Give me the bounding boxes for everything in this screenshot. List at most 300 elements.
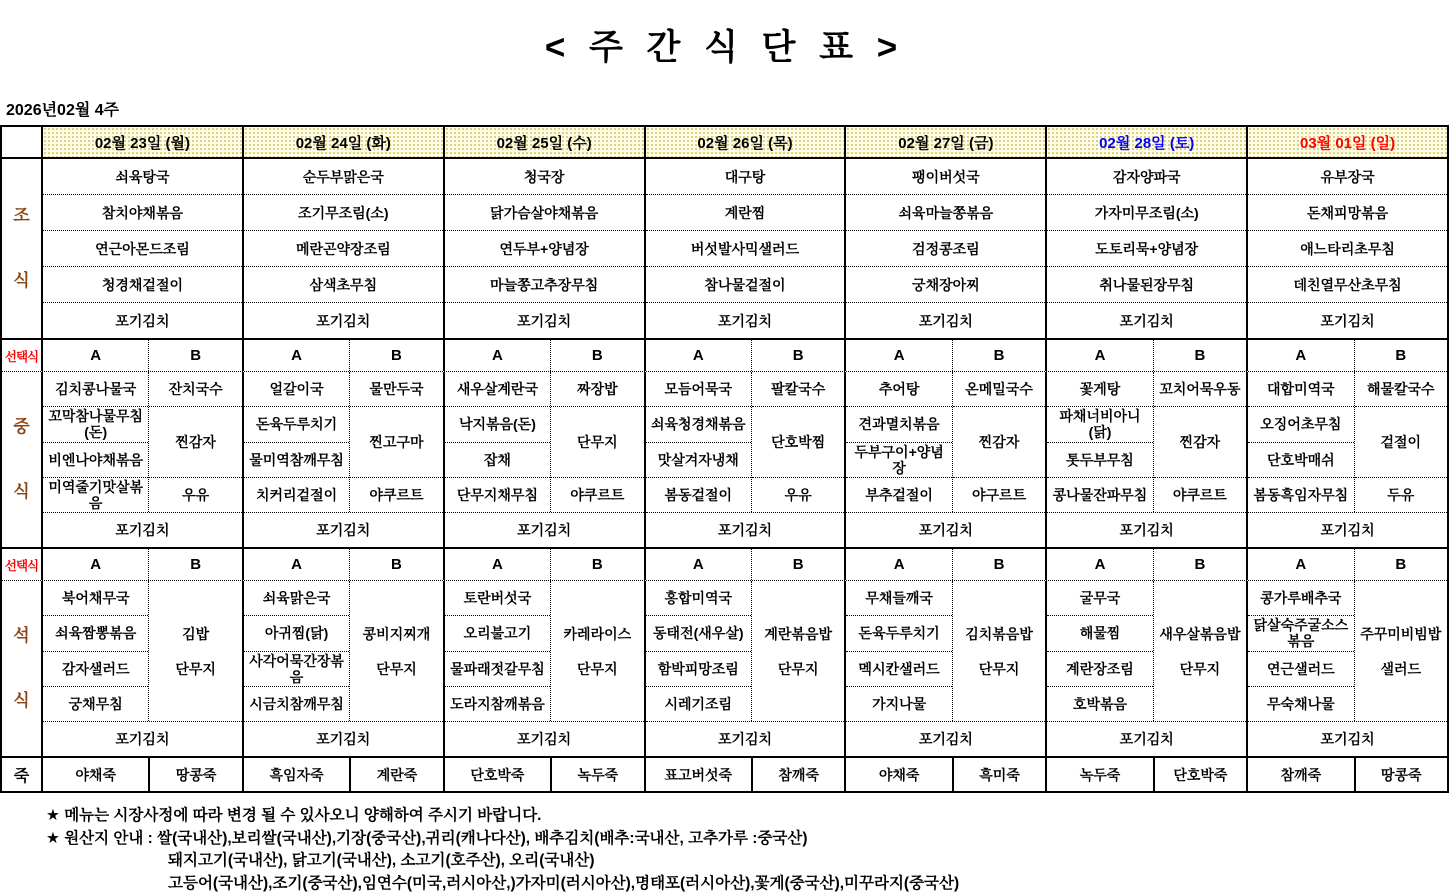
porridge-b: 녹두죽: [550, 758, 643, 791]
porridge-a: 야채죽: [846, 758, 951, 791]
menu-item: 쇠육탕국: [43, 159, 242, 195]
day-header: 02월 28일 (토): [1045, 127, 1246, 157]
menu-item: 단무지: [551, 651, 643, 686]
menu-item: 대합미역국: [1248, 372, 1353, 407]
menu-item: 비엔나야채볶음: [43, 443, 148, 478]
menu-item: 호박볶음: [1047, 687, 1152, 721]
select-ab: [43, 340, 242, 371]
dinner-ab: [445, 581, 644, 721]
dinner-day: [242, 581, 443, 756]
menu-item: 애느타리초무침: [1248, 231, 1447, 267]
choice-b-header: B: [751, 549, 844, 580]
lunch-choice-a: [846, 372, 951, 512]
lunch-ab: [1248, 372, 1447, 512]
select-row: [2, 338, 1447, 372]
day-header: 02월 26일 (목): [644, 127, 845, 157]
lunch-day: [844, 372, 1045, 547]
kimchi-cell: 포기김치: [846, 721, 1045, 756]
menu-item: 새우살볶음밥: [1154, 616, 1246, 651]
lunch-choice-a: [244, 372, 349, 512]
menu-item: 야쿠르트: [350, 478, 442, 512]
choice-b-header: B: [751, 340, 844, 371]
menu-item: 도라지참깨볶음: [445, 687, 550, 721]
menu-item: 유부장국: [1248, 159, 1447, 195]
lunch-ab: [244, 372, 443, 512]
menu-item: 단무지: [551, 407, 643, 478]
menu-item: 토란버섯국: [445, 581, 550, 616]
menu-item: 단무지: [953, 651, 1045, 686]
menu-item: 돈육두루치기: [846, 616, 951, 651]
choice-a-header: A: [1047, 340, 1152, 371]
lunch-ab: [646, 372, 845, 512]
menu-item: 포기김치: [445, 303, 644, 338]
select-ab: [844, 340, 1045, 371]
dinner-ab: [846, 581, 1045, 721]
choice-b-header: B: [952, 549, 1045, 580]
menu-item: 검정콩조림: [846, 231, 1045, 267]
menu-item: 톳두부무침: [1047, 443, 1152, 478]
menu-item: 카레라이스: [551, 616, 643, 651]
menu-item: 봄동흑임자무침: [1248, 478, 1353, 512]
breakfast-day: [443, 159, 644, 338]
menu-item: 주꾸미비빔밥: [1355, 616, 1447, 651]
menu-item: 북어채무국: [43, 581, 148, 616]
menu-item: 김밥: [149, 616, 241, 651]
menu-item: 우유: [149, 478, 241, 512]
choice-a-header: A: [43, 340, 148, 371]
menu-item: 도토리묵+양념장: [1047, 231, 1246, 267]
lunch-day: [1246, 372, 1447, 547]
porridge-label: 죽: [2, 758, 43, 791]
dinner-section: [2, 581, 1447, 756]
menu-item: 쇠육청경채볶음: [646, 407, 751, 442]
dinner-choice-a: [646, 581, 751, 721]
breakfast-day: [1045, 159, 1246, 338]
menu-item: 물파래젓갈무침: [445, 652, 550, 687]
menu-item: 홍합미역국: [646, 581, 751, 616]
lunch-label-char: 중: [13, 418, 29, 436]
menu-item: 낙지볶음(돈): [445, 407, 550, 442]
lunch-choice-b: [349, 372, 442, 512]
dinner-choice-a: [445, 581, 550, 721]
menu-item: 감자양파국: [1047, 159, 1246, 195]
menu-item: 두유: [1355, 478, 1447, 512]
porridge-day: [43, 758, 242, 791]
select-ab: [1045, 549, 1246, 580]
kimchi-cell: 포기김치: [646, 721, 845, 756]
menu-item: 가자미무조림(소): [1047, 195, 1246, 231]
menu-item: 포기김치: [646, 303, 845, 338]
day-header-row: [2, 127, 1447, 159]
breakfast-day: [844, 159, 1045, 338]
menu-item: 겉절이: [1355, 407, 1447, 478]
menu-item: 연두부+양념장: [445, 231, 644, 267]
menu-item: 오리불고기: [445, 616, 550, 651]
menu-item: 무채들깨국: [846, 581, 951, 616]
menu-item: 단무지: [350, 651, 442, 686]
choice-b-header: B: [952, 340, 1045, 371]
menu-item: 꽃게탕: [1047, 372, 1152, 407]
day-header: 02월 23일 (월): [43, 127, 242, 157]
menu-item: 물만두국: [350, 372, 442, 407]
menu-item: 삼색초무침: [244, 267, 443, 303]
select-ab: [443, 340, 644, 371]
menu-item: 데친열무산초무침: [1248, 267, 1447, 303]
lunch-day: [242, 372, 443, 547]
choice-b-header: B: [349, 549, 442, 580]
lunch-choice-a: [1248, 372, 1353, 512]
choice-a-header: A: [445, 549, 550, 580]
kimchi-cell: 포기김치: [1248, 721, 1447, 756]
breakfast-day: [242, 159, 443, 338]
choice-a-header: A: [1248, 340, 1353, 371]
breakfast-day: [644, 159, 845, 338]
breakfast-label-char: 식: [13, 272, 29, 290]
porridge-day: [644, 758, 845, 791]
menu-item: 콩가루배추국: [1248, 581, 1353, 616]
menu-item: 대구탕: [646, 159, 845, 195]
dinner-day: [1045, 581, 1246, 756]
lunch-day: [443, 372, 644, 547]
dinner-choice-b: [751, 581, 844, 721]
menu-item: 야쿠르트: [551, 478, 643, 512]
kimchi-cell: 포기김치: [43, 721, 242, 756]
dinner-day: [443, 581, 644, 756]
menu-item: 마늘쫑고추장무침: [445, 267, 644, 303]
lunch-choice-a: [1047, 372, 1152, 512]
kimchi-cell: 포기김치: [1248, 512, 1447, 547]
menu-item: 닭살숙주굴소스볶음: [1248, 616, 1353, 651]
dinner-day: [43, 581, 242, 756]
menu-item: 순두부맑은국: [244, 159, 443, 195]
select-ab: [443, 549, 644, 580]
lunch-choice-b: [952, 372, 1045, 512]
menu-item: 꼬치어묵우동: [1154, 372, 1246, 407]
porridge-b: 땅콩죽: [148, 758, 241, 791]
menu-item: 단호박매쉬: [1248, 443, 1353, 478]
menu-item: 궁채무침: [43, 687, 148, 721]
lunch-ab: [846, 372, 1045, 512]
menu-item: 포기김치: [846, 303, 1045, 338]
menu-item: 꼬막참나물무침(돈): [43, 407, 148, 442]
menu-item: 단무지: [149, 651, 241, 686]
choice-b-header: B: [1153, 340, 1246, 371]
porridge-b: 단호박죽: [1153, 758, 1246, 791]
porridge-a: 참깨죽: [1248, 758, 1353, 791]
dinner-ab: [244, 581, 443, 721]
menu-item: 단무지: [752, 651, 844, 686]
lunch-choice-a: [43, 372, 148, 512]
dinner-day: [644, 581, 845, 756]
lunch-ab: [43, 372, 242, 512]
day-header: 02월 24일 (화): [242, 127, 443, 157]
dinner-choice-b: [148, 581, 241, 721]
select-ab: [844, 549, 1045, 580]
kimchi-cell: 포기김치: [43, 512, 242, 547]
menu-item: 멕시칸샐러드: [846, 652, 951, 687]
dinner-choice-a: [1248, 581, 1353, 721]
breakfast-day: [1246, 159, 1447, 338]
lunch-ab: [445, 372, 644, 512]
choice-a-header: A: [646, 340, 751, 371]
menu-item: 돈채피망볶음: [1248, 195, 1447, 231]
select-ab: [242, 549, 443, 580]
porridge-day: [1045, 758, 1246, 791]
breakfast-section: [2, 159, 1447, 338]
menu-item: 청국장: [445, 159, 644, 195]
menu-item: 해물칼국수: [1355, 372, 1447, 407]
dinner-choice-a: [244, 581, 349, 721]
lunch-label-char: 식: [13, 483, 29, 501]
menu-item: 메란곤약장조림: [244, 231, 443, 267]
menu-item: 치커리겉절이: [244, 478, 349, 512]
dinner-label-char: 식: [13, 692, 29, 710]
choice-a-header: A: [43, 549, 148, 580]
porridge-day: [443, 758, 644, 791]
select-ab: [644, 549, 845, 580]
dinner-choice-a: [43, 581, 148, 721]
menu-item: 견과멸치볶음: [846, 407, 951, 442]
menu-item: 쇠육마늘쫑볶음: [846, 195, 1045, 231]
menu-item: 단무지: [1154, 651, 1246, 686]
menu-item: 팔칼국수: [752, 372, 844, 407]
dinner-choice-b: [349, 581, 442, 721]
day-header: 02월 27일 (금): [844, 127, 1045, 157]
breakfast-label-char: 조: [13, 207, 29, 225]
choice-b-header: B: [550, 549, 643, 580]
kimchi-cell: 포기김치: [445, 512, 644, 547]
menu-item: 잔치국수: [149, 372, 241, 407]
footer-notes: [46, 805, 1449, 895]
menu-item: 버섯발사믹샐러드: [646, 231, 845, 267]
menu-item: 해물찜: [1047, 616, 1152, 651]
menu-item: 참치야채볶음: [43, 195, 242, 231]
breakfast-label: [2, 159, 43, 338]
menu-item: 취나물된장무침: [1047, 267, 1246, 303]
lunch-choice-b: [1153, 372, 1246, 512]
menu-item: 잡채: [445, 443, 550, 478]
porridge-day: [1246, 758, 1447, 791]
day-header: 03월 01일 (일): [1246, 127, 1447, 157]
porridge-a: 흑임자죽: [244, 758, 349, 791]
menu-item: 샐러드: [1355, 651, 1447, 686]
menu-item: 계란찜: [646, 195, 845, 231]
lunch-label: [2, 372, 43, 547]
dinner-choice-a: [846, 581, 951, 721]
porridge-b: 땅콩죽: [1354, 758, 1447, 791]
note-line: ★ 메뉴는 시장사정에 따라 변경 될 수 있사오니 양해하여 주시기 바랍니다.: [46, 805, 1449, 828]
menu-item: 조기무조림(소): [244, 195, 443, 231]
select-ab: [242, 340, 443, 371]
menu-item: 짜장밥: [551, 372, 643, 407]
menu-item: 모듬어묵국: [646, 372, 751, 407]
dinner-choice-b: [550, 581, 643, 721]
menu-item: 연근아몬드조림: [43, 231, 242, 267]
kimchi-cell: 포기김치: [646, 512, 845, 547]
dinner-day: [1246, 581, 1447, 756]
menu-item: 함박피망조림: [646, 652, 751, 687]
dinner-choice-b: [1153, 581, 1246, 721]
dinner-choice-a: [1047, 581, 1152, 721]
menu-item: 닭가슴살야채볶음: [445, 195, 644, 231]
menu-item: 물미역참깨무침: [244, 443, 349, 478]
menu-item: 단호박찜: [752, 407, 844, 478]
porridge-a: 표고버섯죽: [646, 758, 751, 791]
dinner-choice-b: [1354, 581, 1447, 721]
page-title: < 주 간 식 단 표 >: [0, 0, 1449, 70]
dinner-ab: [1248, 581, 1447, 721]
note-line: 고등어(국내산),조기(중국산),임연수(미국,러시아산,)가자미(러시아산),명태포(러시아산),꽃게(중국산),미꾸라지(중국산): [46, 873, 1449, 895]
select-label: 선택식: [2, 549, 43, 580]
menu-item: 우유: [752, 478, 844, 512]
menu-item: 콩비지찌개: [350, 616, 442, 651]
lunch-ab: [1047, 372, 1246, 512]
dinner-label: [2, 581, 43, 756]
menu-item: 포기김치: [1248, 303, 1447, 338]
porridge-day: [242, 758, 443, 791]
select-ab: [43, 549, 242, 580]
menu-item: 감자샐러드: [43, 652, 148, 687]
menu-item: 시금치참깨무침: [244, 687, 349, 721]
porridge-a: 녹두죽: [1047, 758, 1152, 791]
choice-a-header: A: [846, 340, 951, 371]
select-ab: [644, 340, 845, 371]
menu-table: [0, 125, 1449, 793]
lunch-choice-b: [1354, 372, 1447, 512]
menu-item: 온메밀국수: [953, 372, 1045, 407]
menu-item: 찐감자: [953, 407, 1045, 478]
dinner-ab: [646, 581, 845, 721]
lunch-day: [43, 372, 242, 547]
menu-item: 계란장조림: [1047, 652, 1152, 687]
select-ab: [1045, 340, 1246, 371]
menu-item: 무숙채나물: [1248, 687, 1353, 721]
menu-item: 미역줄기맛살볶음: [43, 478, 148, 512]
menu-item: 참나물겉절이: [646, 267, 845, 303]
menu-item: 추어탕: [846, 372, 951, 407]
choice-a-header: A: [244, 549, 349, 580]
week-label: 2026년02월 4주: [6, 97, 1449, 120]
dinner-ab: [1047, 581, 1246, 721]
note-line: ★ 원산지 안내 : 쌀(국내산),보리쌀(국내산),기장(중국산),귀리(캐나다산), 배추김치(배추:국내산, 고추가루 :중국산): [46, 828, 1449, 851]
menu-item: 김치콩나물국: [43, 372, 148, 407]
menu-item: 쇠육짬뽕볶음: [43, 616, 148, 651]
lunch-day: [1045, 372, 1246, 547]
select-ab: [1246, 549, 1447, 580]
choice-a-header: A: [846, 549, 951, 580]
choice-b-header: B: [1354, 340, 1447, 371]
menu-item: 단무지채무침: [445, 478, 550, 512]
porridge-a: 단호박죽: [445, 758, 550, 791]
menu-item: 궁채장아찌: [846, 267, 1045, 303]
kimchi-cell: 포기김치: [244, 512, 443, 547]
lunch-section: [2, 372, 1447, 547]
menu-item: 포기김치: [244, 303, 443, 338]
select-ab: [1246, 340, 1447, 371]
menu-item: 포기김치: [1047, 303, 1246, 338]
menu-item: 두부구이+양념장: [846, 443, 951, 478]
select-label: 선택식: [2, 340, 43, 371]
menu-item: 새우살계란국: [445, 372, 550, 407]
menu-item: 부추겉절이: [846, 478, 951, 512]
menu-item: 찐감자: [1154, 407, 1246, 478]
choice-b-header: B: [550, 340, 643, 371]
menu-item: 오징어초무침: [1248, 407, 1353, 442]
menu-item: 굴무국: [1047, 581, 1152, 616]
porridge-b: 참깨죽: [751, 758, 844, 791]
menu-item: 야쿠르트: [1154, 478, 1246, 512]
porridge-a: 야채죽: [43, 758, 148, 791]
kimchi-cell: 포기김치: [1047, 512, 1246, 547]
choice-b-header: B: [1354, 549, 1447, 580]
day-header: 02월 25일 (수): [443, 127, 644, 157]
choice-a-header: A: [1047, 549, 1152, 580]
menu-item: 아귀찜(닭): [244, 616, 349, 651]
menu-item: 찐고구마: [350, 407, 442, 478]
menu-item: 봄동겉절이: [646, 478, 751, 512]
lunch-choice-b: [148, 372, 241, 512]
choice-a-header: A: [646, 549, 751, 580]
lunch-choice-b: [550, 372, 643, 512]
choice-b-header: B: [349, 340, 442, 371]
corner-cell: [2, 127, 43, 157]
menu-item: 시레기조림: [646, 687, 751, 721]
porridge-day: [844, 758, 1045, 791]
menu-item: 맛살겨자냉채: [646, 443, 751, 478]
select-row: [2, 547, 1447, 581]
menu-item: 팽이버섯국: [846, 159, 1045, 195]
menu-item: 가지나물: [846, 687, 951, 721]
menu-item: 찐감자: [149, 407, 241, 478]
menu-item: 연근샐러드: [1248, 652, 1353, 687]
dinner-choice-b: [952, 581, 1045, 721]
choice-b-header: B: [148, 340, 241, 371]
lunch-choice-b: [751, 372, 844, 512]
breakfast-day: [43, 159, 242, 338]
choice-a-header: A: [1248, 549, 1353, 580]
porridge-b: 계란죽: [349, 758, 442, 791]
menu-item: 사각어묵간장볶음: [244, 652, 349, 687]
menu-item: 쇠육맑은국: [244, 581, 349, 616]
choice-b-header: B: [148, 549, 241, 580]
kimchi-cell: 포기김치: [445, 721, 644, 756]
dinner-ab: [43, 581, 242, 721]
menu-item: 얼갈이국: [244, 372, 349, 407]
menu-item: 파채너비아니(닭): [1047, 407, 1152, 442]
porridge-b: 흑미죽: [952, 758, 1045, 791]
menu-item: 계란볶음밥: [752, 616, 844, 651]
menu-item: 동태전(새우살): [646, 616, 751, 651]
menu-item: 청경채겉절이: [43, 267, 242, 303]
choice-a-header: A: [244, 340, 349, 371]
kimchi-cell: 포기김치: [1047, 721, 1246, 756]
dinner-label-char: 석: [13, 627, 29, 645]
lunch-choice-a: [445, 372, 550, 512]
kimchi-cell: 포기김치: [846, 512, 1045, 547]
menu-item: 야구르트: [953, 478, 1045, 512]
lunch-day: [644, 372, 845, 547]
menu-item: 포기김치: [43, 303, 242, 338]
menu-item: 김치볶음밥: [953, 616, 1045, 651]
menu-item: 콩나물잔파무침: [1047, 478, 1152, 512]
menu-item: 돈육두루치기: [244, 407, 349, 442]
dinner-day: [844, 581, 1045, 756]
choice-a-header: A: [445, 340, 550, 371]
lunch-choice-a: [646, 372, 751, 512]
note-line: 돼지고기(국내산), 닭고기(국내산), 소고기(호주산), 오리(국내산): [46, 850, 1449, 873]
choice-b-header: B: [1153, 549, 1246, 580]
porridge-row: [2, 756, 1447, 791]
